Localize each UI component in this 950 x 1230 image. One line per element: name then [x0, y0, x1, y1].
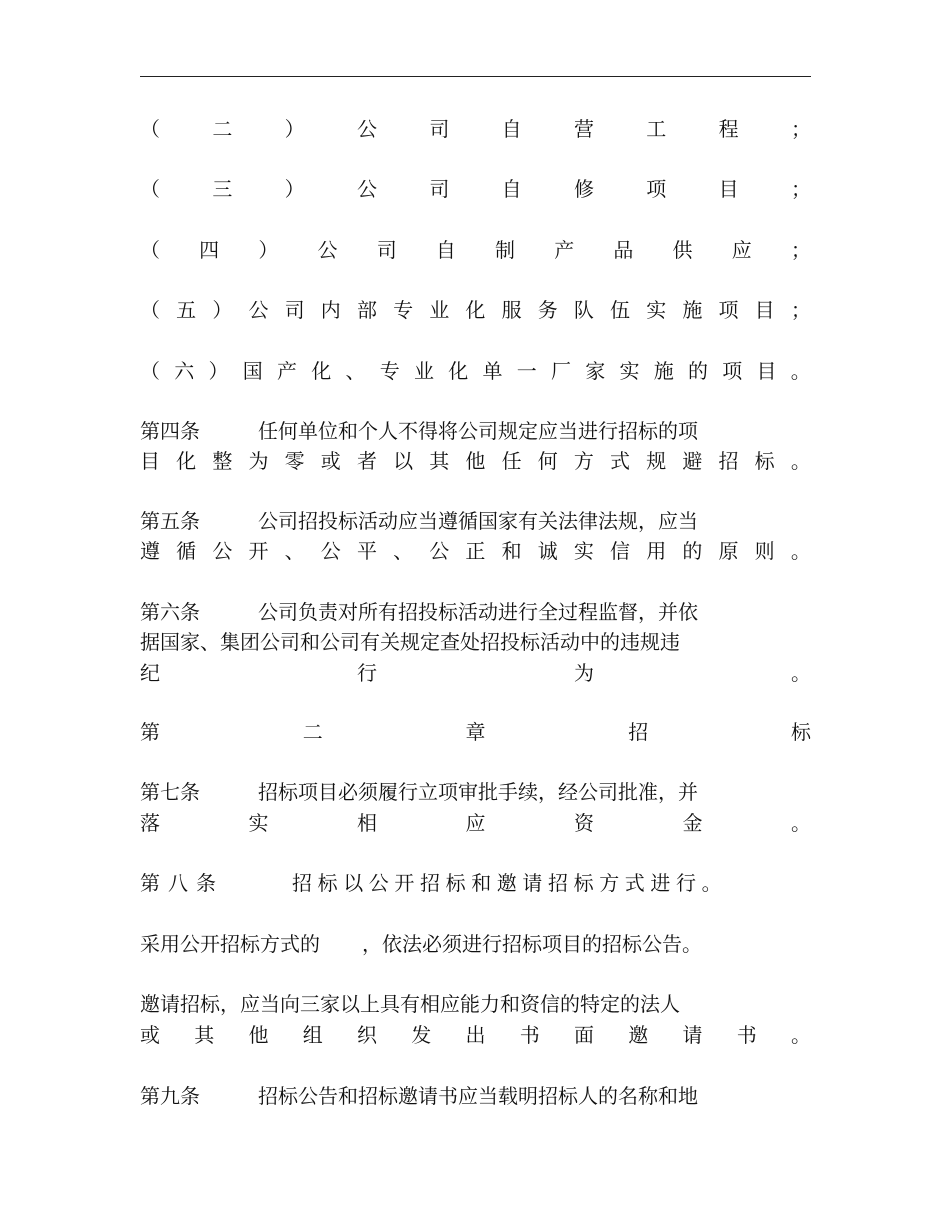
glyph: 司: [376, 238, 397, 262]
glyph: （: [140, 359, 160, 383]
glyph: 项: [722, 359, 743, 383]
glyph: 自: [501, 117, 522, 141]
glyph: 循: [176, 539, 197, 563]
glyph: 目: [756, 359, 777, 383]
glyph: 遵: [140, 539, 160, 563]
glyph: 何: [537, 449, 558, 473]
glyph: 程: [718, 117, 739, 141]
glyph: 项: [718, 298, 739, 322]
glyph: 公: [320, 539, 341, 563]
glyph: 化: [465, 298, 486, 322]
glyph: 面: [574, 1023, 594, 1047]
glyph: 专: [393, 298, 414, 322]
glyph: 目: [140, 449, 160, 473]
article-6-line-1: [140, 597, 811, 627]
glyph: ；: [790, 117, 811, 141]
glyph: 其: [429, 449, 450, 473]
glyph: 施: [653, 359, 674, 383]
open-tender-line: [140, 929, 811, 959]
article-5-line-1: [140, 506, 811, 536]
article-6-line-2: 据国家、集团公司和公司有关规定查处招投标活动中的违规违: [140, 630, 680, 654]
article-6-line-3: [140, 658, 811, 688]
invite-line-2: [140, 1020, 811, 1050]
glyph: 零: [284, 449, 305, 473]
glyph: 工: [646, 117, 667, 141]
article-5-label: 第五条: [140, 509, 200, 533]
glyph: 应: [465, 811, 486, 835]
header-rule: [140, 76, 811, 77]
glyph: 他: [248, 1023, 269, 1047]
article-7-line-2: [140, 808, 811, 838]
glyph: 。: [790, 359, 811, 383]
glyph: 四: [199, 238, 220, 262]
glyph: 司: [284, 298, 305, 322]
glyph: （: [140, 238, 160, 262]
glyph: ）: [258, 238, 279, 262]
glyph: 化: [448, 359, 469, 383]
glyph: 邀: [628, 1023, 649, 1047]
item-5: [140, 295, 811, 325]
glyph: 落: [140, 811, 160, 835]
glyph: 相: [357, 811, 377, 835]
glyph: 二: [302, 720, 323, 744]
glyph: 原: [718, 539, 739, 563]
glyph: 公: [248, 298, 269, 322]
glyph: ）: [208, 359, 229, 383]
glyph: 厂: [551, 359, 571, 383]
glyph: 公: [429, 539, 450, 563]
article-8: [140, 868, 811, 898]
glyph: 行: [357, 661, 377, 685]
glyph: 目: [754, 298, 775, 322]
glyph: 实: [646, 298, 667, 322]
item-3: [140, 174, 811, 204]
glyph: 方: [573, 449, 594, 473]
glyph: 施: [682, 298, 703, 322]
open-tender-part-1: 采用公开招标方式的: [140, 932, 320, 956]
glyph: 、: [284, 539, 305, 563]
glyph: 发: [411, 1023, 432, 1047]
glyph: 的: [688, 359, 708, 383]
glyph: 。: [790, 539, 811, 563]
glyph: 、: [345, 359, 366, 383]
glyph: 资: [574, 811, 594, 835]
glyph: 单: [482, 359, 503, 383]
article-7-line-1: [140, 777, 811, 807]
glyph: 第: [140, 720, 160, 744]
glyph: 自: [435, 238, 456, 262]
glyph: 。: [790, 449, 811, 473]
glyph: 整: [212, 449, 233, 473]
item-6: [140, 356, 811, 386]
glyph: 信: [610, 539, 631, 563]
glyph: 式: [610, 449, 631, 473]
glyph: （: [140, 117, 160, 141]
glyph: （: [140, 177, 160, 201]
glyph: 则: [754, 539, 775, 563]
glyph: 专: [379, 359, 400, 383]
glyph: 业: [429, 298, 450, 322]
article-8-text: 招标以公开招标和邀请招标方式进行。: [292, 871, 728, 895]
glyph: 、: [393, 539, 414, 563]
glyph: 任: [501, 449, 522, 473]
glyph: 以: [393, 449, 414, 473]
glyph: 二: [212, 117, 233, 141]
glyph: 修: [573, 177, 594, 201]
glyph: 请: [682, 1023, 703, 1047]
glyph: 实: [573, 539, 594, 563]
glyph: 和: [501, 539, 522, 563]
glyph: 应: [731, 238, 752, 262]
glyph: 公: [356, 177, 377, 201]
glyph: 避: [682, 449, 703, 473]
glyph: 公: [356, 117, 377, 141]
glyph: 组: [302, 1023, 323, 1047]
open-tender-part-2: ，依法必须进行招标项目的招标公告。: [362, 932, 702, 956]
glyph: ；: [790, 238, 811, 262]
article-5-line-2: [140, 536, 811, 566]
glyph: 产: [277, 359, 297, 383]
article-4-text: 任何单位和个人不得将公司规定应当进行招标的项: [258, 419, 698, 443]
glyph: 章: [465, 720, 486, 744]
article-8-label: 第八条: [140, 871, 224, 895]
glyph: 家: [585, 359, 606, 383]
glyph: 标: [754, 449, 775, 473]
glyph: 实: [248, 811, 269, 835]
article-7-text: 招标项目必须履行立项审批手续，经公司批准，并: [258, 780, 698, 804]
glyph: 。: [791, 811, 811, 835]
glyph: 实: [619, 359, 640, 383]
glyph: ）: [284, 117, 305, 141]
glyph: 他: [465, 449, 486, 473]
item-2: [140, 114, 811, 144]
glyph: 六: [174, 359, 195, 383]
glyph: 务: [537, 298, 558, 322]
glyph: ）: [284, 177, 305, 201]
invite-line-1: 邀请招标，应当向三家以上具有相应能力和资信的特定的法人: [140, 992, 680, 1016]
glyph: 五: [176, 298, 197, 322]
glyph: 者: [356, 449, 377, 473]
glyph: 书: [736, 1023, 757, 1047]
glyph: 。: [791, 661, 811, 685]
glyph: 招: [718, 449, 739, 473]
item-4: [140, 235, 811, 265]
article-5-text: 公司招投标活动应当遵循国家有关法律法规，应当: [258, 509, 698, 533]
glyph: 书: [519, 1023, 540, 1047]
glyph: 供: [672, 238, 693, 262]
glyph: 公: [317, 238, 338, 262]
glyph: 产: [554, 238, 575, 262]
glyph: 一: [516, 359, 537, 383]
glyph: 开: [248, 539, 269, 563]
glyph: 的: [682, 539, 703, 563]
glyph: 诚: [537, 539, 558, 563]
glyph: 正: [465, 539, 486, 563]
glyph: 制: [495, 238, 516, 262]
glyph: 纪: [140, 661, 160, 685]
glyph: 司: [429, 177, 450, 201]
glyph: 队: [573, 298, 594, 322]
glyph: ）: [212, 298, 233, 322]
glyph: 金: [682, 811, 703, 835]
glyph: 业: [414, 359, 434, 383]
glyph: 三: [212, 177, 233, 201]
glyph: 化: [176, 449, 197, 473]
glyph: ；: [790, 177, 811, 201]
glyph: 招: [628, 720, 649, 744]
glyph: 目: [718, 177, 739, 201]
glyph: 伍: [610, 298, 631, 322]
glyph: 用: [646, 539, 667, 563]
glyph: 品: [613, 238, 634, 262]
glyph: 标: [791, 720, 811, 744]
glyph: （: [140, 298, 160, 322]
glyph: 出: [465, 1023, 486, 1047]
glyph: 化: [311, 359, 332, 383]
article-6-text: 公司负责对所有招投标活动进行全过程监督，并依: [258, 600, 698, 624]
glyph: 内: [320, 298, 341, 322]
glyph: 为: [574, 661, 594, 685]
glyph: 部: [356, 298, 377, 322]
article-9-text: 招标公告和招标邀请书应当载明招标人的名称和地: [258, 1084, 698, 1108]
glyph: 服: [501, 298, 522, 322]
glyph: 平: [356, 539, 377, 563]
chapter-2-title: [140, 717, 811, 747]
glyph: 自: [501, 177, 522, 201]
glyph: 公: [212, 539, 233, 563]
glyph: 织: [357, 1023, 377, 1047]
glyph: 规: [646, 449, 667, 473]
glyph: 其: [194, 1023, 215, 1047]
article-4-line-1: [140, 416, 811, 446]
article-4-label: 第四条: [140, 419, 200, 443]
glyph: 。: [791, 1023, 811, 1047]
article-9-line-1: [140, 1081, 811, 1111]
glyph: 为: [248, 449, 269, 473]
glyph: 或: [140, 1023, 160, 1047]
article-6-label: 第六条: [140, 600, 200, 624]
glyph: 项: [646, 177, 667, 201]
glyph: ；: [790, 298, 811, 322]
glyph: 或: [320, 449, 341, 473]
article-9-label: 第九条: [140, 1084, 200, 1108]
glyph: 营: [573, 117, 594, 141]
glyph: 国: [242, 359, 263, 383]
glyph: 司: [429, 117, 450, 141]
article-4-line-2: [140, 446, 811, 476]
article-7-label: 第七条: [140, 780, 200, 804]
